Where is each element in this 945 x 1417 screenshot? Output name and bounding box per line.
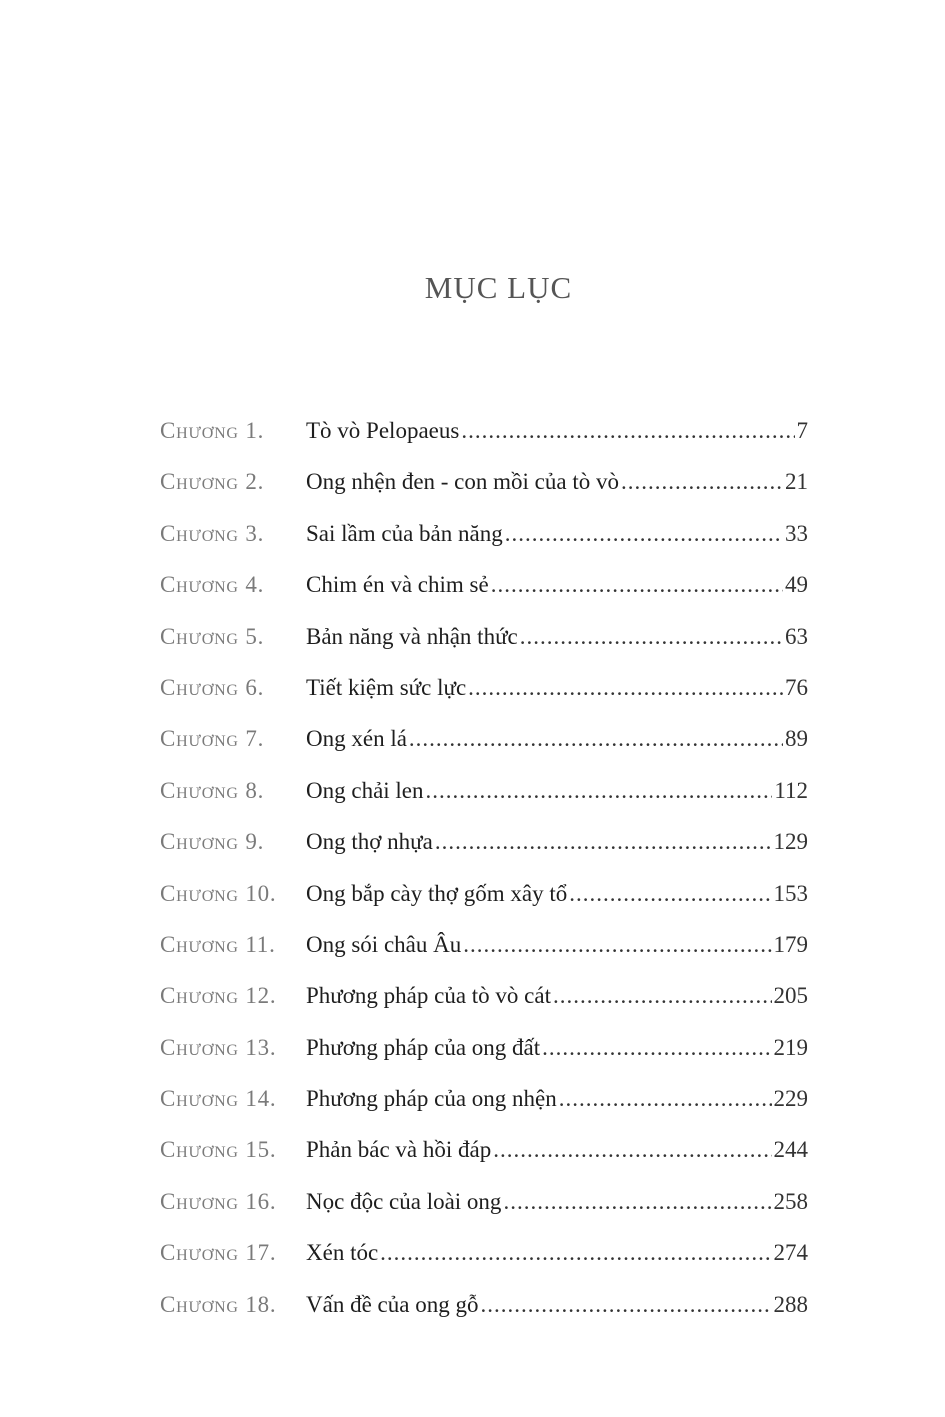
chapter-number: Chương 3. [160, 520, 265, 546]
page-number: 205 [773, 983, 808, 1009]
page-number: 89 [785, 726, 808, 752]
toc-entry [160, 456, 808, 507]
dot-leader [426, 765, 773, 816]
dot-leader [409, 713, 783, 764]
page-number: 7 [796, 418, 808, 443]
chapter-number: Chương 11. [160, 931, 276, 957]
page-number: 21 [785, 469, 808, 495]
chapter-title: Bản năng và nhận thức [306, 623, 518, 649]
chapter-number: Chương 5. [160, 623, 265, 649]
chapter-title: Sai lầm của bản năng [306, 520, 503, 546]
toc-entry [160, 713, 808, 764]
chapter-title: Ong nhện đen - con mồi của tò vò [306, 469, 619, 495]
page-number: 258 [773, 1188, 808, 1214]
chapter-number: Chương 14. [160, 1086, 277, 1112]
chapter-number: Chương 1. [160, 418, 265, 443]
dot-leader [493, 1124, 771, 1175]
chapter-number: Chương 13. [160, 1034, 277, 1060]
dot-leader [520, 611, 783, 662]
toc-entry [160, 816, 808, 867]
chapter-number: Chương 17. [160, 1240, 277, 1266]
toc-entry [160, 1227, 808, 1278]
chapter-title: Xén tóc [306, 1240, 379, 1266]
chapter-title: Ong thợ nhựa [306, 829, 433, 855]
dot-leader [569, 868, 771, 919]
dot-leader [435, 816, 772, 867]
toc-entry [160, 1022, 808, 1073]
page-number: 274 [773, 1240, 808, 1266]
page-title: MỤC LỤC [424, 270, 573, 305]
chapter-title: Ong xén lá [306, 726, 407, 752]
toc-entry [160, 919, 808, 970]
page-number: 229 [773, 1086, 808, 1112]
page-number: 179 [773, 931, 808, 957]
chapter-title: Ong sói châu Âu [306, 931, 462, 957]
toc-entry [160, 611, 808, 662]
dot-leader [461, 405, 794, 456]
chapter-number: Chương 7. [160, 726, 265, 752]
toc-entry [160, 508, 808, 559]
toc-entry [160, 970, 808, 1021]
table-of-contents [160, 405, 808, 1330]
dot-leader [503, 1176, 771, 1227]
toc-entry [160, 1279, 808, 1330]
chapter-title: Vấn đề của ong gỗ [306, 1291, 479, 1317]
chapter-title: Tò vò Pelopaeus [306, 418, 460, 443]
page-number: 49 [785, 572, 808, 598]
page-number: 219 [773, 1034, 808, 1060]
page-number: 288 [773, 1291, 808, 1317]
dot-leader [380, 1227, 771, 1278]
chapter-number: Chương 15. [160, 1137, 277, 1163]
chapter-number: Chương 9. [160, 829, 265, 855]
chapter-title: Tiết kiệm sức lực [306, 674, 467, 700]
page-number: 244 [773, 1137, 808, 1163]
chapter-number: Chương 18. [160, 1291, 277, 1317]
dot-leader [542, 1022, 771, 1073]
page-number: 129 [773, 829, 808, 855]
toc-entry [160, 1124, 808, 1175]
page-number: 153 [773, 880, 808, 906]
toc-entry [160, 1176, 808, 1227]
toc-entry [160, 662, 808, 713]
chapter-number: Chương 12. [160, 983, 277, 1009]
chapter-number: Chương 2. [160, 469, 265, 495]
chapter-title: Phương pháp của tò vò cát [306, 983, 551, 1009]
page-number: 33 [785, 520, 808, 546]
chapter-title: Ong bắp cày thợ gốm xây tổ [306, 880, 568, 906]
dot-leader [553, 970, 772, 1021]
chapter-number: Chương 16. [160, 1188, 277, 1214]
dot-leader [559, 1073, 772, 1124]
chapter-title: Phương pháp của ong đất [306, 1034, 541, 1060]
chapter-number: Chương 8. [160, 777, 265, 803]
page-number: 76 [785, 674, 808, 700]
chapter-title: Nọc độc của loài ong [306, 1188, 502, 1214]
page-number: 112 [774, 777, 808, 803]
dot-leader [505, 508, 783, 559]
dot-leader [468, 662, 783, 713]
toc-entry [160, 559, 808, 610]
chapter-number: Chương 10. [160, 880, 277, 906]
chapter-title: Chim én và chim sẻ [306, 572, 489, 598]
dot-leader [480, 1279, 771, 1330]
toc-entry [160, 765, 808, 816]
toc-entry [160, 1073, 808, 1124]
dot-leader [491, 559, 783, 610]
dot-leader [621, 456, 783, 507]
chapter-title: Phản bác và hồi đáp [306, 1137, 492, 1163]
chapter-title: Ong chải len [306, 777, 424, 803]
chapter-number: Chương 6. [160, 674, 265, 700]
dot-leader [463, 919, 771, 970]
toc-entry [160, 405, 808, 456]
chapter-number: Chương 4. [160, 572, 265, 598]
page-number: 63 [785, 623, 808, 649]
toc-entry [160, 868, 808, 919]
chapter-title: Phương pháp của ong nhện [306, 1086, 557, 1112]
